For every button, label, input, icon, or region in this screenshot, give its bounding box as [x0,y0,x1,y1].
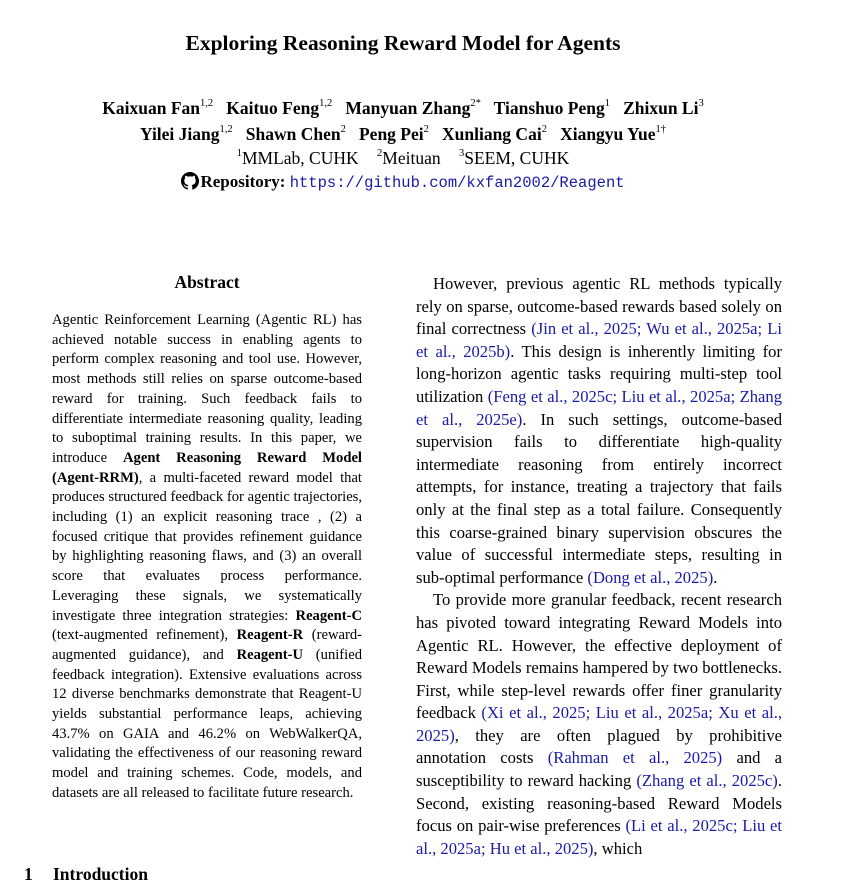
repository-label: Repository: [200,172,286,191]
strategy-r: Reagent-R [236,627,304,644]
intro-paragraph-2: To provide more granular feedback, recent research has pivoted toward integrating Reward Models into Agentic RL. However, the effective deployment of Reward Models remains hampered by two bottlenecks. First, while step-level rewards offer finer granularity feedback (Xi et al., 2025; Liu et al., 2025a; Xu et al., 2025), they are often plagued by prohibitive annotation costs (Rahman et al., 2025) and a susceptibility to reward hacking (Zhang et al., 2025c). Second, existing reasoning-based Reward Models focus on pair-wise preferences (Li et al., 2025c; Liu et al., 2025a; Hu et al., 2025), which [416,590,783,858]
citation-link[interactable]: (Li et al., 2025c; Liu et al., 2025a; Hu et al., 2025) [416,816,782,858]
abstract-heading: Abstract [174,272,240,292]
affiliations [0,148,806,169]
author: Xunliang Cai$^2$ [442,124,547,144]
citation-link[interactable]: (Feng et al., 2025c; Liu et al., 2025a; Zhang et al., 2025e) [416,386,782,429]
citation-link[interactable]: (Xi et al., 2025; Liu et al., 2025a; Xu et al., 2025) [416,703,782,745]
author: Shawn Chen$^2$ [245,124,346,144]
intro-paragraph-1: However, previous agentic RL methods typically rely on sparse, outcome-based rewards based solely on final correctness (Jin et al., 2025; Wu et al., 2025a; Li et al., 2025b). This design is inherently limiting for long-horizon agentic tasks requiring multi-step tool utilization (Feng et al., 2025c; Liu et al., 2025a; Zhang et al., 2025e). In such settings, outcome-based supervision fails to differentiate high-quality intermediate reasoning from entirely incorrect attempts, for instance, treating a trajectory that fails only at the final step as a total failure. Consequently this coarse-grained binary supervision obscures the value of successful intermediate steps, resulting in sub-optimal performance (Dong et al., 2025). [416,274,783,587]
strategy-c: Reagent-C [295,607,362,624]
section-title: Introduction [53,864,148,884]
author-line-2 [0,124,806,145]
repository-line [0,172,806,195]
author: Yilei Jiang$^{1,2}$ [139,124,233,144]
paper-title: Exploring Reasoning Reward Model for Agents [185,31,621,55]
intro-column [416,273,782,860]
citation-link[interactable]: (Dong et al., 2025) [587,567,714,587]
strategy-u: Reagent-U [236,646,304,663]
abstract-body: Agentic Reinforcement Learning (Agentic RL) has achieved notable success in enabling agents to perform complex reasoning and tool use. However, most methods still relies on sparse outcome-based reward for training. Such feedback fails to differentiate intermediate reasoning quality, leading to suboptimal training results. In this paper, we introduce Agent Reasoning Reward Model (Agent-RRM), a multi-faceted reward model that produces structured feedback for agentic trajectories, including (1) an explicit reasoning trace , (2) a focused critique that provides refinement guidance by highlighting reasoning flaws, and (3) an overall score that evaluates process performance. Leveraging these signals, we systematically investigate three integration strategies: Reagent-C (text-augmented refinement), Reagent-R (reward-augmented guidance), and Reagent-U (unified feedback integration). Extensive evaluations across 12 diverse benchmarks demonstrate that Reagent-U yields substantial performance leaps, achieving 43.7% on GAIA and 46.2% on WebWalkerQA, validating the effectiveness of our reasoning reward model and training schemes. Code, models, and datasets are all released to facilitate future research. [52,312,362,801]
author: Peng Pei$^2$ [358,124,429,144]
repository-link[interactable]: https://github.com/kxfan2002/Reagent [289,174,625,192]
affiliation: $^2$Meituan [377,148,441,168]
author: Kaituo Feng$^{1,2}$ [226,98,333,118]
affiliation: $^3$SEEM, CUHK [458,148,570,168]
author: Xiangyu Yue$^{1\dagger}$ [560,124,667,144]
author: Kaixuan Fan$^{1,2}$ [102,98,214,118]
citation-link[interactable]: (Zhang et al., 2025c) [636,771,778,791]
github-icon [181,172,199,195]
affiliation: $^1$MMLab, CUHK [236,148,359,168]
citation-link[interactable]: (Rahman et al., 2025) [547,748,723,768]
author: Zhixun Li$^3$ [623,98,704,118]
author: Tianshuo Peng$^1$ [493,98,610,118]
citation-link[interactable]: (Jin et al., 2025; Wu et al., 2025a; Li et al., 2025b) [416,319,782,361]
model-name: Agent Reasoning Reward Model (Agent-RRM) [52,449,362,486]
section-number: 1 [24,864,33,884]
author-line-1 [0,98,806,119]
author: Manyuan Zhang$^{2*}$ [345,98,481,118]
